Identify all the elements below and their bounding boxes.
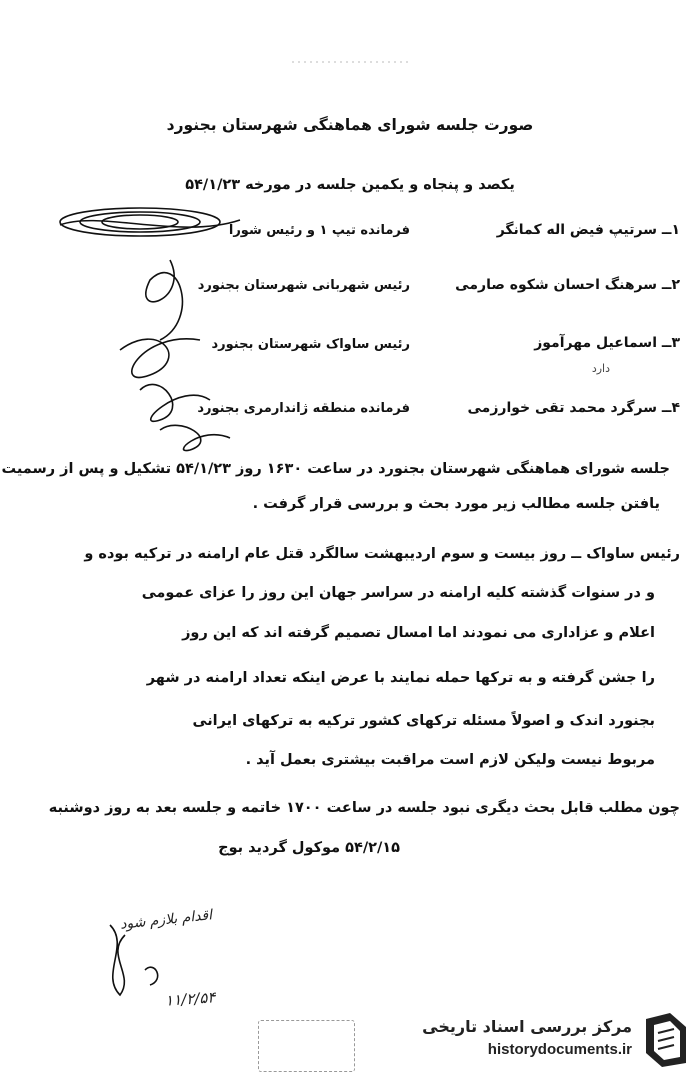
paragraph-line-9: چون مطلب قابل بحث دیگری نبود جلسه در ساعت ۱۷۰۰ خاتمه و جلسه بعد به روز دوشنبه [48,800,680,816]
member-2-name: ۲ــ سرهنگ احسان شکوه صارمی [455,277,680,293]
watermark-footer [422,1003,700,1073]
paragraph-line-7: بجنورد اندک و اصولاً مسئله ترکهای کشور ترکیه به ترکهای ایرانی [192,713,655,729]
member-4-role: فرمانده منطقه ژاندارمری بجنورد [197,401,410,416]
member-3-name: ۳ــ اسماعیل مهرآموز [534,335,680,351]
bottom-stamp-mark [258,1020,355,1072]
paragraph-line-1: جلسه شورای هماهنگی شهرستان بجنورد در ساعت ۱۶۳۰ روز ۵۴/۱/۲۳ تشکیل و پس از رسمیت [1,461,670,477]
document-title: صورت جلسه شورای هماهنگی شهرستان بجنورد [166,116,534,134]
paragraph-line-8: مربوط نیست ولیکن لازم است مراقبت بیشتری بعمل آید . [245,752,655,768]
paragraph-line-5: اعلام و عزاداری می نمودند اما امسال تصمیم گرفته اند که این روز [182,625,655,641]
book-page-icon [640,1009,692,1067]
watermark-text-fa: مرکز بررسی اسناد تاریخی [422,1017,632,1036]
paragraph-line-6: را جشن گرفته و به ترکها حمله نمایند با عرض اینکه تعداد ارامنه در شهر [146,670,655,686]
member-1-role: فرمانده تیپ ۱ و رئیس شورا [228,223,410,238]
member-4-name: ۴ــ سرگرد محمد تقی خوارزمی [467,400,680,416]
handwritten-date: ۱۱/۲/۵۴ [164,988,216,1010]
top-stamp-mark [290,52,410,72]
member-3-role: رئیس ساواک شهرستان بجنورد [211,337,410,352]
watermark-text-en: historydocuments.ir [487,1041,632,1058]
margin-note: دارد [591,362,610,375]
paragraph-line-3: رئیس ساواک ــ روز بیست و سوم اردیبهشت سالگرد قتل عام ارامنه در ترکیه بوده و [84,546,680,562]
member-2-role: رئیس شهربانی شهرستان بجنورد [197,278,410,293]
member-1-name: ۱ــ سرتیپ فیض اله کمانگر [496,222,680,238]
document-subtitle: یکصد و پنجاه و یکمین جلسه در مورخه ۵۴/۱/۲۳ [185,177,515,193]
handwritten-note: اقدام بلازم شود [119,907,213,933]
paragraph-line-2: یافتن جلسه مطالب زیر مورد بحث و بررسی قرار گرفت . [252,496,660,512]
paragraph-line-4: و در سنوات گذشته کلیه ارامنه در سراسر جهان این روز را عزای عمومی [141,585,655,601]
paragraph-line-10: ۵۴/۲/۱۵ موکول گردید بوج [218,840,400,856]
handwritten-signatures-graphic [40,200,270,460]
